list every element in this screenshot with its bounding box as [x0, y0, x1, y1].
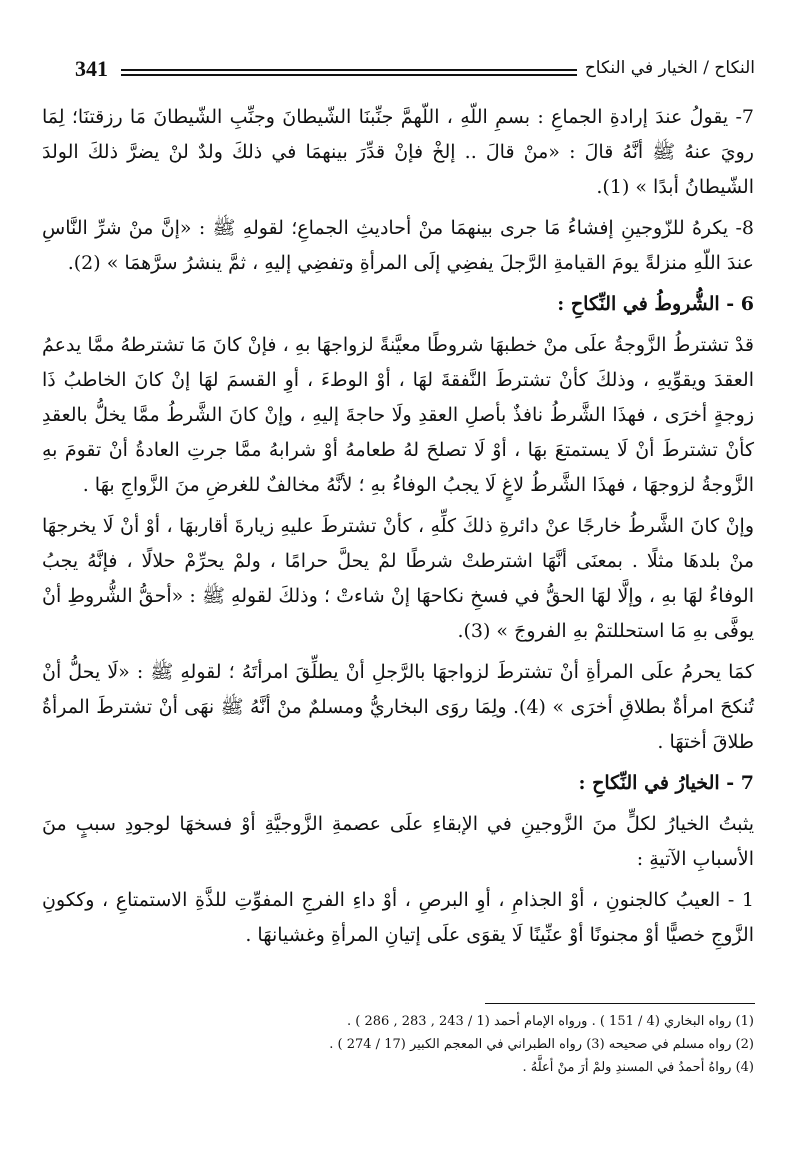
paragraph-conditions-1: قدْ تشترطُ الزَّوجةُ علَى منْ خطبهَا شروطًا معيَّنةً لزواجهَا بهِ ، فإنْ كانَ مَا تشترطهُ ممَّا يدعمُ العقدَ ويقوِّيهِ ، وذلكَ كأنْ تشترطَ النَّفقةَ لهَا ، أوْ الوطءَ ، أوِ القسمَ لهَا إنْ كانَ الخاطبُ ذَا زوجةٍ أخرَى ، فهذَا الشَّرطُ نافذٌ بأصلِ العقدِ ولَا حاجةَ إليهِ ، وإنْ كانَ الشَّرطُ ممَّا يخلُّ بالعقدِ كأنْ تشترطَ أنْ لَا يستمتعَ بهَا ، أوْ لَا تصلحَ لهُ طعامهُ أوْ شرابهُ ممَّا جرتِ العادةُ أنْ تقومَ بهِ الزَّوجةُ لزوجهَا ، فهذَا الشَّرطُ لاغٍ لَا يجبُ الوفاءُ بهِ ؛ لأنَّهُ مخالفٌ للغرضِ منَ الزَّواجِ بهَا . [42, 334, 754, 496]
footnote-2-3: (2) رواه مسلم في صحيحه (3) رواه الطبراني في المعجم الكبير (17 / 274 ) . [329, 1037, 754, 1052]
page-body [42, 100, 754, 959]
footnote-4: (4) رواهُ أحمدُ في المسندِ ولمْ أرَ منْ أعلَّهُ . [522, 1060, 754, 1075]
paragraph-option-defect: 1 - العيبُ كالجنونِ ، أوْ الجذامِ ، أوِ البرصِ ، أوْ داءِ الفرجِ المفوِّتِ للذَّةِ الاستمتاعِ ، وككونِ الزَّوجِ خصيًّا أوْ مجنونًا أوْ عنِّينًا لَا يقوَى علَى إتيانِ المرأةِ وغشيانهَا . [42, 889, 754, 946]
paragraph-conditions-2: وإنْ كانَ الشَّرطُ خارجًا عنْ دائرةِ ذلكَ كلِّهِ ، كأنْ تشترطَ عليهِ زيارةَ أقاربهَا ، أوْ أنْ لَا يخرجهَا منْ بلدهَا مثلًا . بمعنَى أنَّهَا اشترطتْ شرطًا لمْ يحلَّ حرامًا ، ولمْ يحرِّمْ حلالًا ، فإنَّهُ يجبُ الوفاءُ لهَا بهِ ، وإلَّا لهَا الحقُّ في فسخِ نكاحهَا إنْ شاءتْ ؛ وذلكَ لقولهِ ﷺ : «أحقُّ الشُّروطِ أنْ يوفَّى بهِ مَا استحللتمْ بهِ الفروجَ » (3). [42, 515, 754, 642]
section-heading-conditions: 6 - الشُّروطُ في النِّكاحِ : [557, 293, 754, 315]
paragraph-conditions-3: كمَا يحرمُ علَى المرأةِ أنْ تشترطَ لزواجهَا بالرَّجلِ أنْ يطلِّقَ امرأتَهُ ؛ لقولهِ ﷺ : «لَا يحلُّ أنْ تُنكحَ امرأةٌ بطلاقِ أخرَى » (4). ولِمَا روَى البخاريُّ ومسلمٌ منْ أنَّهُ ﷺ نهَى أنْ تشترطَ المرأةُ طلاقَ أختهَا . [42, 661, 754, 753]
paragraph-option-intro: يثبتُ الخيارُ لكلٍّ منَ الزَّوجينِ في الإبقاءِ علَى عصمةِ الزَّوجيَّةِ أوْ فسخهَا لوجودِ سببٍ منَ الأسبابِ الآتيةِ : [42, 813, 754, 870]
header-rule-top [121, 69, 577, 71]
page-header [75, 56, 755, 86]
running-title: النكاح / الخيار في النكاح [584, 58, 755, 78]
page-number: 341 [75, 56, 108, 81]
footnote-separator [485, 1003, 755, 1004]
paragraph-item-7: 7- يقولُ عندَ إرادةِ الجماعِ : بسمِ اللّهِ ، اللّهمَّ جنِّبنَا الشّيطانَ وجنِّبِ الشّيطانَ مَا رزقتنَا؛ لِمَا رويَ عنهُ ﷺ أنَّهُ قالَ : «منْ قالَ .. إلخْ فإنْ قدِّرَ بينهمَا في ذلكَ ولدٌ لنْ يضرَّ ذلكَ الولدَ الشّيطانُ أبدًا » (1). [42, 106, 754, 198]
header-rule-bottom [121, 74, 577, 76]
footnote-1: (1) رواه البخاري (4 / 151 ) . ورواه الإمام أحمد (1 / 243 , 283 , 286 ) . [347, 1014, 754, 1029]
paragraph-item-8: 8- يكرهُ للزّوجينِ إفشاءُ مَا جرى بينهمَا منْ أحاديثِ الجماعِ؛ لقولهِ ﷺ : «إنَّ منْ شرِّ النَّاسِ عندَ اللّهِ منزلةً يومَ القيامةِ الرَّجلَ يفضِي إلَى المرأةِ وتفضِي إليهِ ، ثمَّ ينشرُ سرَّهمَا » (2). [42, 217, 754, 274]
footnotes [42, 1010, 754, 1079]
section-heading-option: 7 - الخيارُ في النِّكاحِ : [578, 772, 754, 794]
